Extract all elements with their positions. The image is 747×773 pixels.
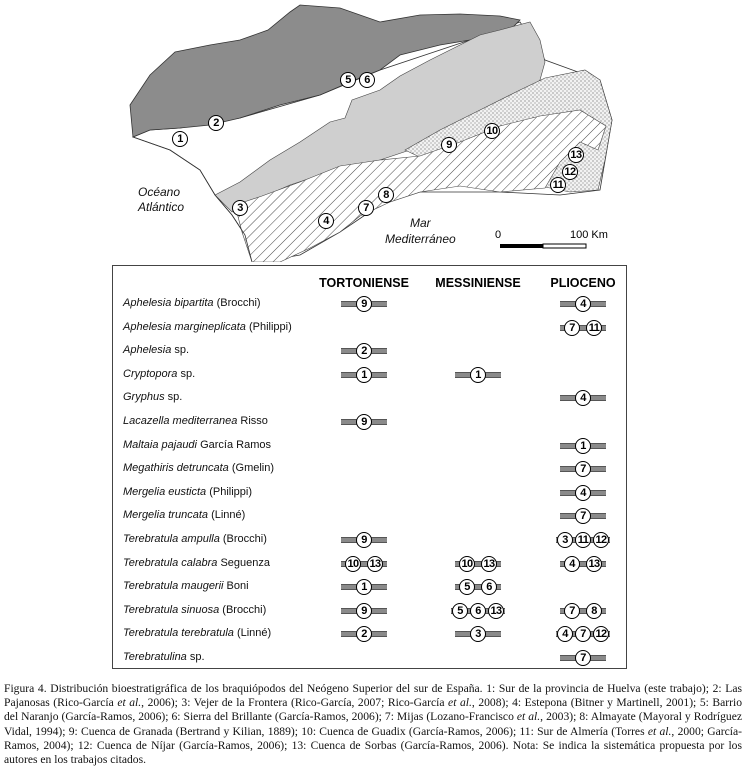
table-row [113, 294, 626, 314]
caption-italic: et al. [516, 710, 541, 724]
locality-marker: 11 [550, 177, 566, 193]
stratigraphic-table [112, 265, 627, 669]
taxon-author: (Brocchi) [216, 297, 261, 309]
locality-circle: 10 [345, 556, 361, 572]
taxon-author: (Brocchi) [222, 603, 267, 616]
taxon-name [123, 627, 271, 639]
locality-marker: 8 [378, 187, 394, 203]
taxon-author: (Philippi) [209, 485, 253, 498]
locality-circle: 7 [564, 603, 580, 619]
occurrence-plioceno [560, 388, 606, 408]
taxon-author: (Philippi) [248, 320, 292, 333]
occurrence-plioceno [556, 530, 610, 550]
table-row [113, 412, 626, 432]
locality-circle: 4 [557, 626, 573, 642]
locality-circle: 5 [452, 603, 468, 619]
locality-circle: 9 [356, 603, 372, 619]
taxon-name [123, 533, 267, 545]
taxon-author: (Linné) [211, 509, 246, 522]
taxon-italic: Mergelia truncata [123, 509, 208, 522]
column-header-tortoniense: TORTONIENSE [319, 276, 409, 290]
caption-italic: et al. [117, 696, 142, 710]
locality-circle: 1 [470, 367, 486, 383]
occurrence-messiniense [455, 577, 501, 597]
ocean-label-line-1: Océano [138, 185, 181, 199]
taxon-author: (Gmelin) [231, 462, 275, 475]
occurrence-tortoniense [341, 577, 387, 597]
caption-italic: et al. [647, 724, 672, 738]
locality-circle: 4 [575, 485, 591, 501]
taxon-author: Seguenza [220, 556, 270, 569]
taxon-italic: Gryphus [123, 391, 165, 404]
taxon-author: (Brocchi) [222, 533, 267, 545]
taxon-author: Boni [226, 580, 249, 593]
locality-circle: 5 [459, 579, 475, 595]
locality-marker: 4 [318, 213, 334, 229]
taxon-italic: Terebratula maugerii [123, 580, 224, 593]
occurrence-plioceno [560, 601, 606, 621]
locality-circle: 7 [575, 461, 591, 477]
occurrence-plioceno [560, 318, 606, 338]
taxon-italic: Mergelia eusticta [123, 485, 207, 498]
occurrence-plioceno [560, 459, 606, 479]
table-row [113, 506, 626, 526]
locality-circle: 7 [575, 508, 591, 524]
taxon-italic: Maltaia pajaudi [123, 438, 197, 451]
taxon-italic: Terebratula calabra [123, 556, 218, 569]
figure-caption [4, 682, 742, 767]
taxon-italic: Megathiris detruncata [123, 462, 229, 475]
occurrence-plioceno [560, 294, 606, 314]
locality-circle: 9 [356, 414, 372, 430]
table-row [113, 459, 626, 479]
locality-circle: 12 [593, 626, 609, 642]
taxon-author: sp. [180, 367, 196, 380]
occurrence-plioceno [556, 624, 610, 644]
taxon-italic: Terebratula ampulla [123, 533, 220, 545]
taxon-name [123, 557, 270, 569]
taxon-italic: Aphelesia [123, 344, 172, 357]
taxon-name [123, 391, 182, 403]
locality-marker: 1 [172, 131, 188, 147]
locality-marker: 2 [208, 115, 224, 131]
caption-text: , 2008); 4: Estepona (Bitner y Martinell, 2001); 5: Barrio del Naranjo (García-Ramos, 2006); 6: Sierra del Brillante (García-Ramos, 2006); 7: Mijas (Lozano-Francisco [4, 696, 742, 724]
table-row [113, 483, 626, 503]
taxon-author: García Ramos [200, 438, 271, 451]
table-row [113, 601, 626, 621]
locality-marker: 12 [562, 164, 578, 180]
caption-italic: et al. [448, 696, 472, 710]
taxon-name [123, 415, 268, 427]
occurrence-messiniense [455, 365, 501, 385]
taxon-italic: Terebratula sinuosa [123, 603, 220, 616]
taxon-author: sp. [189, 651, 205, 663]
occurrence-plioceno [560, 483, 606, 503]
taxon-italic: Lacazella mediterranea [123, 415, 238, 427]
caption-text: , 2003); 8: Almayate (Mayoral y Rodríguez Vidal, 1994); 9: Cuenca de Granada (Bertrand y Kilian, 1889); 10: Cuenca de Guadix (García-Ramos, 2006); 11: Sur de Almería (Torres [4, 710, 743, 738]
occurrence-tortoniense [341, 341, 387, 361]
taxon-name [123, 580, 249, 592]
locality-circle: 7 [564, 320, 580, 336]
locality-marker: 3 [232, 200, 248, 216]
ocean-label [138, 185, 184, 215]
table-row [113, 388, 626, 408]
sea-label-line-2: Mediterráneo [385, 232, 456, 246]
locality-marker: 10 [484, 123, 500, 139]
locality-circle: 3 [470, 626, 486, 642]
scale-max-label: 100 Km [570, 229, 608, 241]
taxon-italic: Terebratulina [123, 651, 187, 663]
occurrence-plioceno [560, 554, 606, 574]
locality-circle: 7 [575, 626, 591, 642]
table-row [113, 577, 626, 597]
sea-label-line-1: Mar [410, 216, 431, 230]
taxon-italic: Aphelesia bipartita [123, 297, 214, 309]
locality-circle: 4 [575, 296, 591, 312]
locality-marker: 9 [441, 137, 457, 153]
table-row [113, 436, 626, 456]
locality-circle: 11 [586, 320, 602, 336]
occurrence-tortoniense [341, 554, 387, 574]
occurrence-tortoniense [341, 412, 387, 432]
occurrence-tortoniense [341, 294, 387, 314]
occurrence-tortoniense [341, 530, 387, 550]
locality-circle: 13 [481, 556, 497, 572]
taxon-name [123, 297, 261, 309]
locality-circle: 7 [575, 650, 591, 666]
occurrence-plioceno [560, 648, 606, 668]
taxon-name [123, 368, 195, 380]
taxon-name [123, 321, 292, 333]
locality-circle: 11 [575, 532, 591, 548]
taxon-italic: Terebratula terebratula [123, 627, 234, 640]
occurrence-plioceno [560, 506, 606, 526]
taxon-author: sp. [167, 391, 183, 404]
occurrence-messiniense [455, 554, 501, 574]
occurrence-tortoniense [341, 365, 387, 385]
occurrence-tortoniense [341, 601, 387, 621]
occurrence-tortoniense [341, 624, 387, 644]
locality-circle: 1 [356, 579, 372, 595]
table-row [113, 554, 626, 574]
taxon-name [123, 439, 271, 451]
column-header-plioceno: PLIOCENO [550, 276, 616, 290]
table-row [113, 648, 626, 668]
locality-circle: 6 [470, 603, 486, 619]
scale-zero-label: 0 [495, 229, 502, 241]
table-row [113, 365, 626, 385]
locality-circle: 13 [367, 556, 383, 572]
taxon-name [123, 344, 189, 356]
taxon-name [123, 462, 274, 474]
locality-circle: 10 [459, 556, 475, 572]
taxon-name [123, 651, 205, 663]
table-row [113, 341, 626, 361]
ocean-label-line-2: Atlántico [138, 200, 185, 214]
taxon-italic: Aphelesia margineplicata [123, 320, 246, 333]
locality-circle: 8 [586, 603, 602, 619]
taxon-author: (Linné) [236, 627, 272, 640]
locality-circle: 2 [356, 343, 372, 359]
locality-circle: 13 [586, 556, 602, 572]
locality-circle: 1 [356, 367, 372, 383]
caption-text: Figura 4. Distribución bioestratigráfica de los braquiópodos del Neógeno Superior del sur de España. 1: Sur de la provincia de Huelva (este trabajo); 2: Las Pajanosas (Rico-García [4, 682, 742, 710]
taxon-name [123, 486, 252, 498]
locality-circle: 12 [593, 532, 609, 548]
caption-text: , 2000; García-Ramos, 2004); 12: Cuenca de Níjar (García-Ramos, 2006); 13: Cuenca de Sorbas (García-Ramos, 2006). Nota: Se indica la sistemática propuesta por los autores en los trabajos citados. [4, 724, 743, 767]
taxon-name [123, 509, 245, 521]
locality-circle: 3 [557, 532, 573, 548]
locality-circle: 9 [356, 532, 372, 548]
table-row [113, 318, 626, 338]
locality-circle: 4 [564, 556, 580, 572]
locality-marker: 6 [359, 72, 375, 88]
caption-text: , 2006); 3: Vejer de la Frontera (Rico-García, 2007; Rico-García [141, 696, 449, 710]
locality-circle: 13 [488, 603, 504, 619]
scale-bar [500, 244, 586, 248]
locality-circle: 9 [356, 296, 372, 312]
occurrence-plioceno [560, 436, 606, 456]
locality-circle: 1 [575, 438, 591, 454]
table-row [113, 530, 626, 550]
table-row [113, 624, 626, 644]
occurrence-messiniense [451, 601, 505, 621]
taxon-author: sp. [174, 344, 190, 357]
occurrence-messiniense [455, 624, 501, 644]
locality-marker: 7 [358, 200, 374, 216]
locality-marker: 5 [340, 72, 356, 88]
column-header-messiniense: MESSINIENSE [435, 276, 521, 290]
taxon-name [123, 604, 266, 616]
locality-circle: 4 [575, 390, 591, 406]
andalusia-map [0, 0, 747, 262]
taxon-italic: Cryptopora [123, 367, 178, 380]
taxon-author: Risso [240, 415, 268, 427]
locality-marker: 13 [568, 147, 584, 163]
locality-circle: 2 [356, 626, 372, 642]
locality-circle: 6 [481, 579, 497, 595]
